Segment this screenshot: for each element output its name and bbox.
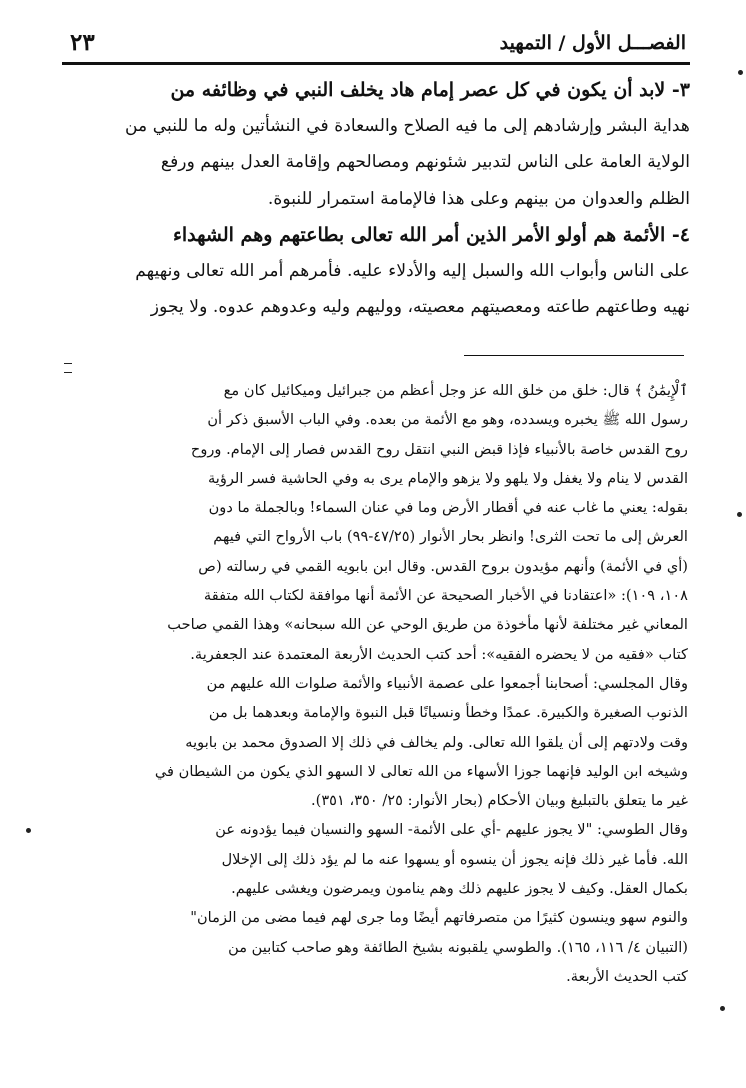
footnote-line: غير ما يتعلق بالتبليغ وبيان الأحكام (بحار الأنوار: ٢٥/ ٣٥٠، ٣٥١). <box>310 792 688 810</box>
footnote-line: روح القدس خاصة بالأنبياء فإذا قبض النبي انتقل روح القدس فصار إلى الإمام. وروح <box>190 440 688 458</box>
footnote-line: بقوله: يعني ما غاب عنه في أقطار الأرض وما في عنان السماء! وبالجملة ما دون <box>208 499 688 517</box>
footnote-line: الذنوب الصغيرة والكبيرة. عمدًا وخطأ ونسيانًا قبل النبوة والإمامة وبعدهما بل من <box>208 704 688 722</box>
footnote-line: وقال المجلسي: أصحابنا أجمعوا على عصمة الأنبياء والأئمة صلوات الله عليهم من <box>206 674 688 692</box>
main-text-block <box>70 72 690 325</box>
main-line: على الناس وأبواب الله والسبل إليه والأدلاء عليه. فأمرهم أمر الله تعالى ونهيهم <box>135 260 690 281</box>
main-line: نهيه وطاعتهم طاعته ومعصيتهم معصيته، ووليهم وليه وعدوهم عدوه. ولا يجوز <box>150 297 690 318</box>
footnote-line: كتاب «فقيه من لا يحضره الفقيه»: أحد كتب الحديث الأربعة المعتمدة عند الجعفرية. <box>190 645 688 663</box>
footnote-line: كتب الحديث الأربعة. <box>566 967 688 985</box>
main-line: الولاية العامة على الناس لتدبير شئونهم ومصالحهم وإقامة العدل بينهم ورفع <box>160 152 690 173</box>
main-line: الظلم والعدوان من بينهم وعلى هذا فالإمامة استمرار للنبوة. <box>267 188 690 209</box>
scan-speck <box>738 70 743 75</box>
footnote-line: وشيخه ابن الوليد فإنهما جوزا الأسهاء من الله تعالى لا السهو الذي يكون من الشيطان في <box>154 762 688 780</box>
scan-speck <box>720 1006 725 1011</box>
footnote-divider <box>464 355 684 356</box>
footnote-line: الله. فأما غير ذلك فإنه يجوز أن ينسوه أو يسهوا عنه ما لم يؤد ذلك إلى الإخلال <box>221 850 688 868</box>
main-line: هداية البشر وإرشادهم إلى ما فيه الصلاح والسعادة في النشأتين وله ما للنبي من <box>124 116 690 137</box>
footnote-line: بكمال العقل. وكيف لا يجوز عليهم ذلك وهم ينامون ويمرضون ويغشى عليهم. <box>231 880 688 898</box>
footnote-line: وقت ولادتهم إلى أن يلقوا الله تعالى. ولم يخالف في ذلك إلا الصدوق محمد بن بابويه <box>185 733 688 751</box>
footnote-line: (أي في الأئمة) وأنهم مؤيدون بروح القدس. وقال ابن بابويه القمي في رسالته (ص <box>198 557 688 575</box>
footnote-line: ٱلْإِيمَٰنُ ﴾ قال: خلق من خلق الله عز وجل أعظم من جبرائيل وميكائيل كان مع <box>223 382 688 399</box>
page-number: ٢٣ <box>70 29 95 56</box>
footnote-line: رسول الله ﷺ يخبره ويسدده، وهو مع الأئمة من بعده. وفي الباب الأسبق ذكر أن <box>207 411 688 429</box>
footnote-line: ١٠٨، ١٠٩): «اعتقادنا في الأخبار الصحيحة عن الأئمة أنها موافقة لكتاب الله متفقة <box>203 587 688 605</box>
continuation-mark <box>64 363 72 373</box>
footnote-line: والنوم سهو وينسون كثيرًا من متصرفاتهم أيضًا وما جرى لهم فيما مضى من الزمان" <box>190 909 688 927</box>
footnote-line: العرش إلى ما تحت الثرى! وانظر بحار الأنوار (٤٧/٢٥-٩٩) باب الأرواح التي فيهم <box>213 528 688 546</box>
footnote-line: وقال الطوسي: "لا يجوز عليهم -أي على الأئمة- السهو والنسيان فيما يؤدونه عن <box>215 821 688 839</box>
main-line: ٣- لابد أن يكون في كل عصر إمام هاد يخلف النبي في وظائفه من <box>170 79 690 101</box>
main-line: ٤- الأئمة هم أولو الأمر الذين أمر الله تعالى بطاعتهم وهم الشهداء <box>172 223 690 246</box>
footnote-line: القدس لا ينام ولا يغفل ولا يلهو ولا يزهو والإمام يرى به وفي الحاشية فسر الرؤية <box>207 469 688 487</box>
footnotes-block <box>62 376 688 991</box>
chapter-title: الفصـــل الأول / التمهيد <box>499 32 686 54</box>
page-header <box>62 28 690 65</box>
footnote-line: (التبيان ٤/ ١١٦، ١٦٥). والطوسي يلقبونه بشيخ الطائفة وهو صاحب كتابين من <box>228 938 688 956</box>
footnote-line: المعاني غير مختلفة لأنها مأخوذة من طريق الوحي عن الله سبحانه» وهذا القمي صاحب <box>167 616 688 634</box>
scan-speck <box>737 512 742 517</box>
scan-speck <box>26 828 31 833</box>
